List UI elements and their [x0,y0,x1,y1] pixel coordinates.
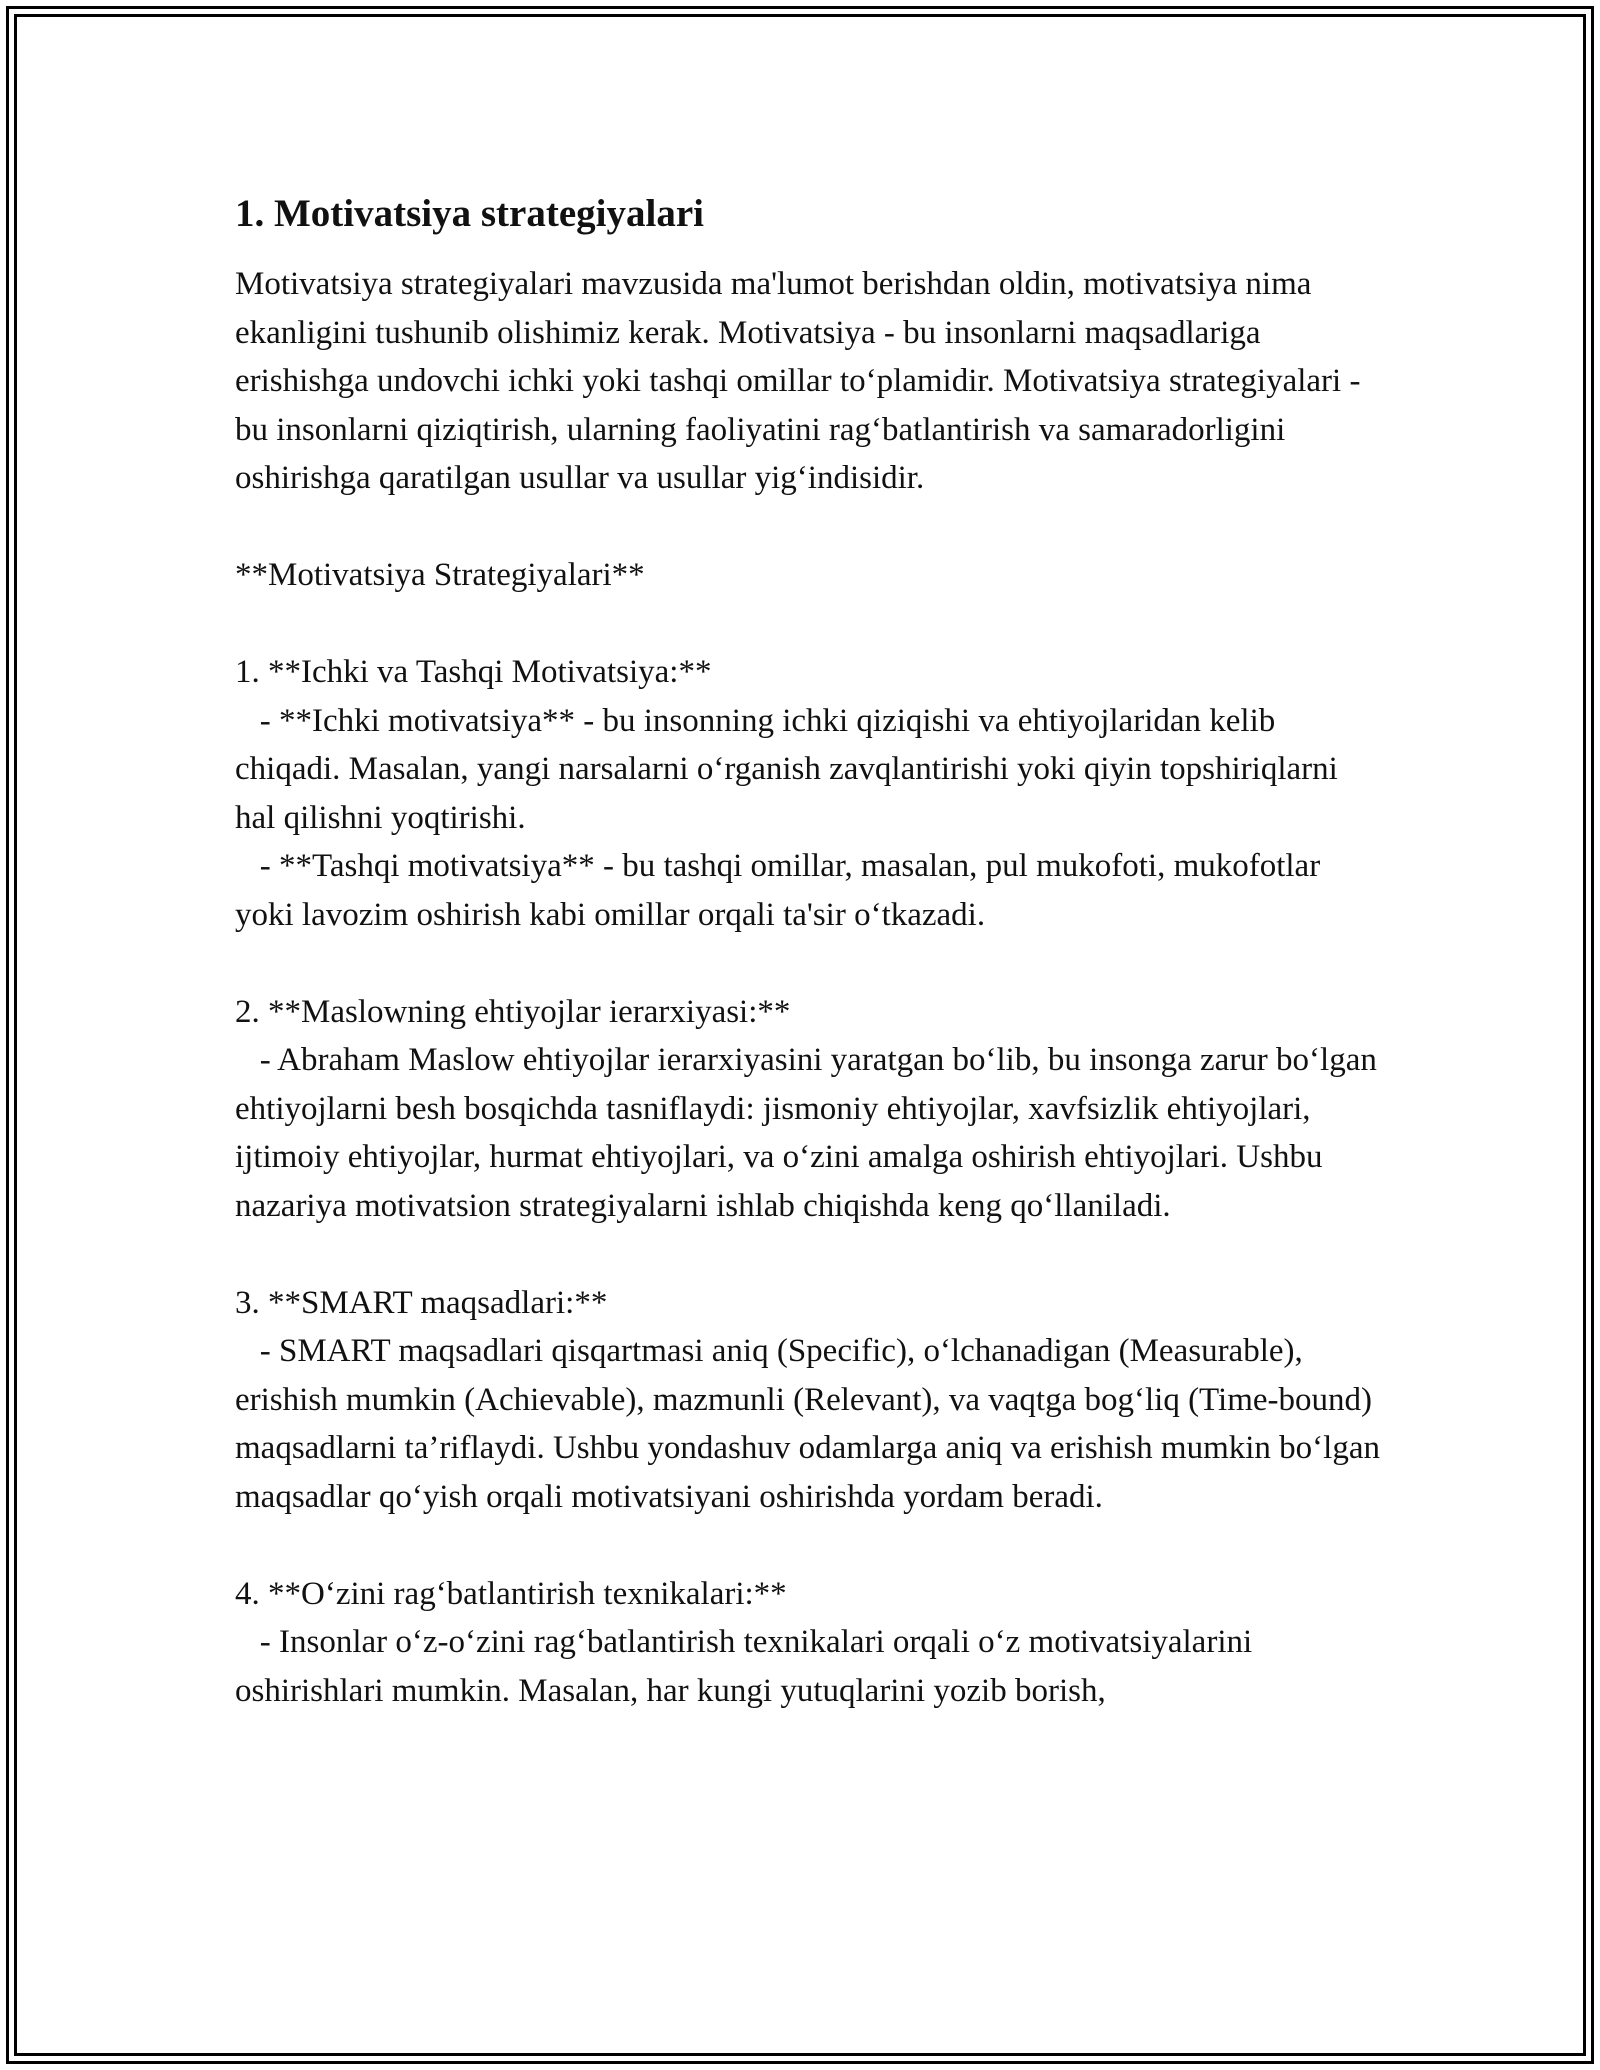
list-item-smart: 3. **SMART maqsadlari:** - SMART maqsadlari qisqartmasi aniq (Specific), o‘lchanadigan (Measurable), erishish mumkin (Achievable), mazmunli (Relevant), va vaqtga bog‘liq (Time-bound) maqsadlarni ta’riflaydi. Ushbu yondashuv odamlarga aniq va erishish mumkin bo‘lgan maqsadlar qo‘yish orqali motivatsiyani oshirishda yordam beradi. [235,1284,1380,1515]
list-item-intrinsic-extrinsic: 1. **Ichki va Tashqi Motivatsiya:** - **Ichki motivatsiya** - bu insonning ichki qiziqishi va ehtiyojlaridan kelib chiqadi. Masalan, yangi narsalarni o‘rganish zavqlantirishi yoki qiyin topshiriqlarni hal qilishni yoqtirishi. - **Tashqi motivatsiya** - bu tashqi omillar, masalan, pul mukofoti, mukofotlar yoki lavozim oshirish kabi omillar orqali ta'sir o‘tkazadi. [235,654,1338,933]
paragraph-spacer [235,600,1385,649]
section-heading: 1. Motivatsiya strategiyalari [235,192,704,235]
paragraph-spacer [235,939,1385,988]
paragraph-spacer [235,1230,1385,1279]
paragraph-spacer [235,503,1385,552]
intro-paragraph: Motivatsiya strategiyalari mavzusida ma'lumot berishdan oldin, motivatsiya nima ekanligini tushunib olishimiz kerak. Motivatsiya - bu insonlarni maqsadlariga erishishga undovchi ichki yoki tashqi omillar to‘plamidir. Motivatsiya strategiyalari - bu insonlarni qiziqtirish, ularning faoliyatini rag‘batlantirish va samaradorligini oshirishga qaratilgan usullar va usullar yig‘indisidir. [235,266,1369,496]
list-item-self-motivation: 4. **O‘zini rag‘batlantirish texnikalari:** - Insonlar o‘z-o‘zini rag‘batlantirish texnikalari orqali o‘z motivatsiyalarini oshirishlari mumkin. Masalan, har kungi yutuqlarini yozib borish, [235,1575,1253,1709]
strategies-title: **Motivatsiya Strategiyalari** [235,557,645,593]
paragraph-spacer [235,1521,1385,1570]
document-body [235,188,1385,1715]
list-item-maslow: 2. **Maslowning ehtiyojlar ierarxiyasi:** - Abraham Maslow ehtiyojlar ierarxiyasini yaratgan bo‘lib, bu insonga zarur bo‘lgan ehtiyojlarni besh bosqichda tasniflaydi: jismoniy ehtiyojlar, xavfsizlik ehtiyojlari, ijtimoiy ehtiyojlar, hurmat ehtiyojlari, va o‘zini amalga oshirish ehtiyojlari. Ushbu nazariya motivatsion strategiyalarni ishlab chiqishda keng qo‘llaniladi. [235,993,1377,1224]
